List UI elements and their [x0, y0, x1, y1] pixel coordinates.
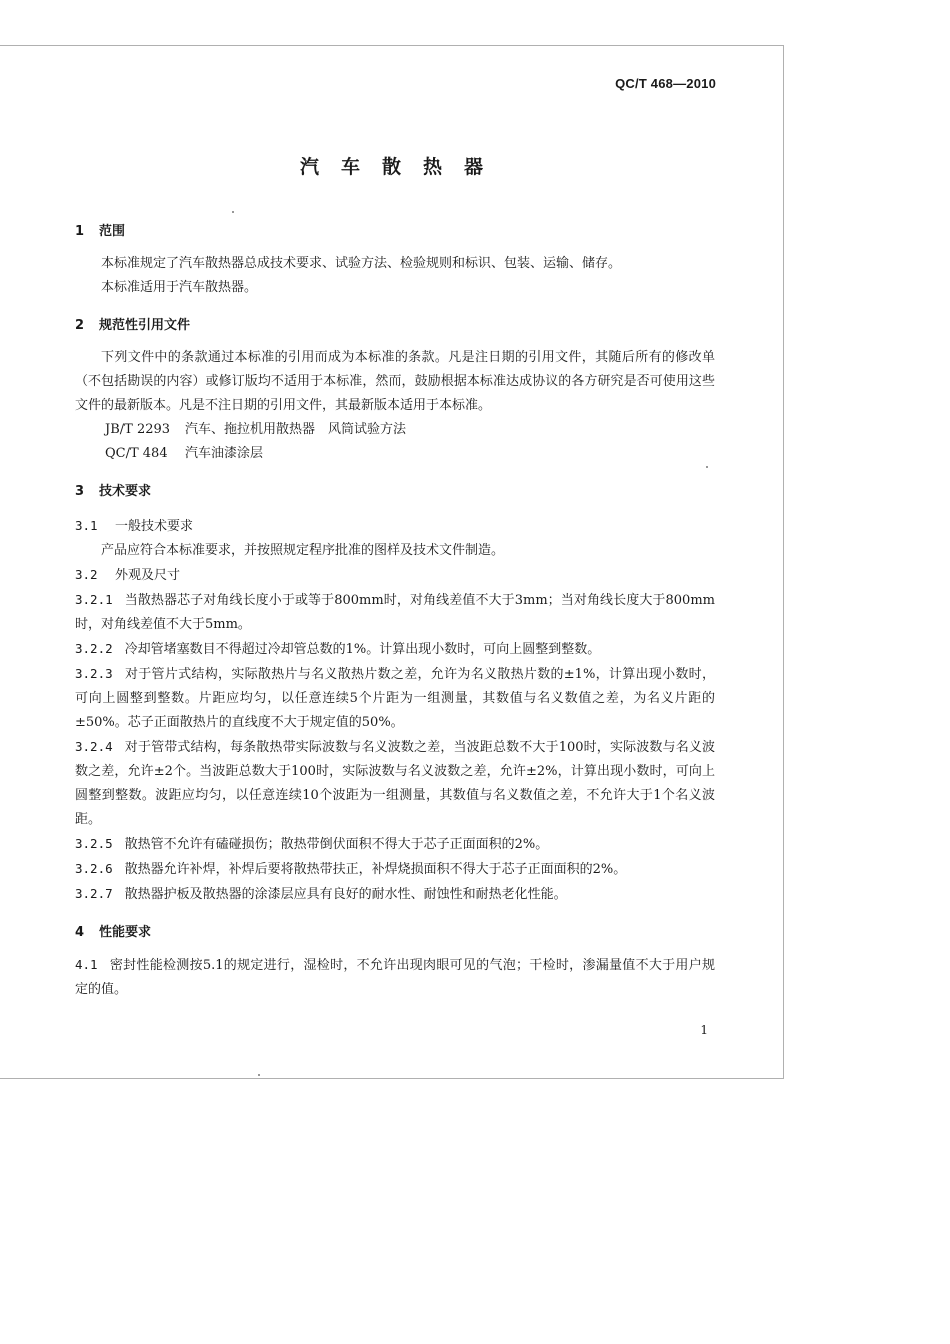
page-number: 1: [700, 1023, 708, 1037]
section-number: 4: [75, 925, 85, 940]
subsection-title: 外观及尺寸: [115, 568, 181, 583]
reference-title: 汽车油漆涂层: [185, 446, 264, 461]
clause-text: 对于管带式结构，每条散热带实际波数与名义波数之差，当波距总数不大于100时，实际波数与名义波数之差，允许±2个。当波距总数大于100时，实际波数与名义波数之差，允许±2%，计算出现小数时，可向上圆整到整数。波距应均匀，以任意连续10个波距为一组测量，其数值与名义数值之差，不允许大于1个名义波距。: [75, 740, 715, 827]
section-number: 2: [75, 318, 85, 333]
section-title: 性能要求: [99, 925, 152, 940]
clause-number: 3.2.3: [75, 666, 113, 681]
clause: [75, 882, 715, 907]
section-heading-3: [75, 480, 715, 504]
clause: [75, 735, 715, 832]
clause-text: 散热器护板及散热器的涂漆层应具有良好的耐水性、耐蚀性和耐热老化性能。: [124, 887, 567, 902]
clause-text: 当散热器芯子对角线长度小于或等于800mm时，对角线差值不大于3mm；当对角线长度大于800mm时，对角线差值不大于5mm。: [75, 593, 715, 632]
clause-number: 3.2.5: [75, 836, 113, 851]
scan-speck: [232, 211, 234, 213]
section-heading-2: [75, 314, 715, 338]
clause-number: 3.2.7: [75, 886, 113, 901]
section-number: 3: [75, 484, 85, 499]
clause-text: 散热管不允许有磕碰损伤；散热带倒伏面积不得大于芯子正面面积的2%。: [124, 837, 549, 852]
paragraph: 本标准适用于汽车散热器。: [101, 280, 258, 295]
clause: [75, 637, 715, 662]
subsection-number: 3.2: [75, 567, 98, 582]
clause-text: 散热器允许补焊，补焊后要将散热带扶正，补焊烧损面积不得大于芯子正面面积的2%。: [124, 862, 627, 877]
document-page: [0, 45, 784, 1079]
clause-number: 3.2.1: [75, 592, 113, 607]
scan-speck: [706, 466, 708, 468]
subsection-number: 3.1: [75, 518, 98, 533]
section-title: 范围: [99, 224, 126, 239]
scan-speck: [258, 1074, 260, 1076]
reference-code: QC/T 484: [105, 446, 168, 461]
clause: [75, 857, 715, 882]
document-body: [75, 216, 715, 1002]
clause-text: 冷却管堵塞数目不得超过冷却管总数的1%。计算出现小数时，可向上圆整到整数。: [124, 642, 601, 657]
subsection-title: 一般技术要求: [115, 519, 194, 534]
section-title: 规范性引用文件: [99, 318, 191, 333]
paragraph: 本标准规定了汽车散热器总成技术要求、试验方法、检验规则和标识、包装、运输、储存。: [101, 256, 622, 271]
clause-number: 4.1: [75, 957, 98, 972]
section-number: 1: [75, 224, 85, 239]
section-heading-4: [75, 921, 715, 945]
section-title: 技术要求: [99, 484, 152, 499]
clause-number: 3.2.6: [75, 861, 113, 876]
clause-number: 3.2.4: [75, 739, 113, 754]
reference-code: JB/T 2293: [105, 422, 171, 437]
clause-text: 对于管片式结构，实际散热片与名义散热片数之差，允许为名义散热片数的±1%，计算出现小数时，可向上圆整到整数。片距应均匀，以任意连续5个片距为一组测量，其数值与名义数值之差，为名义片距的±50%。芯子正面散热片的直线度不大于规定值的50%。: [75, 667, 715, 730]
reference-item: [75, 418, 715, 442]
paragraph: 产品应符合本标准要求，并按照规定程序批准的图样及技术文件制造。: [101, 543, 505, 558]
clause: [75, 832, 715, 857]
section-heading-1: [75, 220, 715, 244]
subsection-heading: [75, 514, 715, 539]
standard-number: QC/T 468—2010: [615, 76, 716, 91]
reference-item: [75, 442, 715, 466]
clause: [75, 953, 715, 1002]
clause: [75, 662, 715, 735]
reference-title: 汽车、拖拉机用散热器 风筒试验方法: [185, 422, 407, 437]
clause: [75, 588, 715, 637]
clause-number: 3.2.2: [75, 641, 113, 656]
document-title: 汽车散热器: [299, 156, 505, 178]
clause-text: 密封性能检测按5.1的规定进行，湿检时，不允许出现肉眼可见的气泡；干检时，渗漏量值不大于用户规定的值。: [75, 958, 715, 997]
paragraph: 下列文件中的条款通过本标准的引用而成为本标准的条款。凡是注日期的引用文件，其随后所有的修改单（不包括勘误的内容）或修订版均不适用于本标准，然而，鼓励根据本标准达成协议的各方研究是否可使用这些文件的最新版本。凡是不注日期的引用文件，其最新版本适用于本标准。: [75, 350, 715, 413]
subsection-heading: [75, 563, 715, 588]
